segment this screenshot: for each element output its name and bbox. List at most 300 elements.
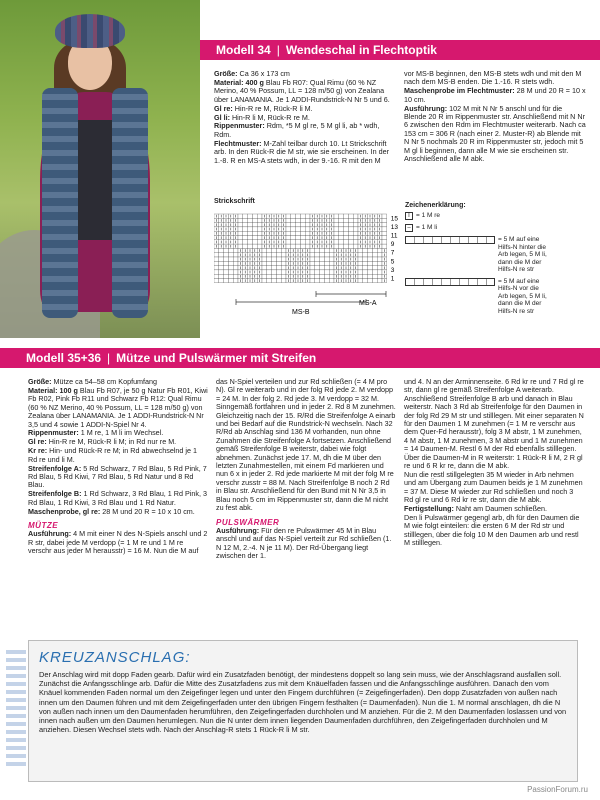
chart-cell bbox=[252, 240, 257, 244]
chart-cell bbox=[324, 274, 329, 278]
chart-cell bbox=[233, 261, 238, 265]
hat-shape bbox=[55, 14, 125, 48]
chart-cell bbox=[262, 253, 267, 257]
chart-cell bbox=[228, 270, 233, 274]
chart-cell bbox=[252, 236, 257, 240]
model-34-title: Modell 34 bbox=[216, 43, 271, 57]
chart-cell bbox=[363, 248, 368, 252]
paragraph-label: Rippenmuster: bbox=[214, 121, 265, 131]
chart-cell bbox=[315, 248, 320, 252]
chart-cell bbox=[286, 214, 291, 218]
chart-cell bbox=[233, 253, 238, 257]
muetze-heading: MÜTZE bbox=[28, 521, 59, 530]
chart-cell bbox=[353, 236, 358, 240]
scarf-left-shape bbox=[42, 88, 78, 318]
paragraph-label: Gl re: bbox=[214, 103, 233, 113]
chart-cell bbox=[252, 214, 257, 218]
chart-cell bbox=[257, 236, 262, 240]
paragraph-label: Maschenprobe, gl re: bbox=[28, 506, 101, 516]
chart-cell bbox=[324, 279, 329, 283]
chart-cell bbox=[262, 270, 267, 274]
chart-cell bbox=[368, 257, 373, 261]
chart-cell bbox=[224, 261, 229, 265]
chart-cell bbox=[291, 240, 296, 244]
chart-cell bbox=[300, 240, 305, 244]
chart-cell bbox=[296, 214, 301, 218]
chart-cell bbox=[334, 223, 339, 227]
chart-cell bbox=[320, 279, 325, 283]
chart-cell bbox=[377, 279, 382, 283]
chart-cell bbox=[228, 253, 233, 257]
chart-cell bbox=[233, 270, 238, 274]
chart-cell bbox=[219, 270, 224, 274]
chart-cell bbox=[305, 244, 310, 248]
chart-cell bbox=[348, 227, 353, 231]
chart-cell bbox=[334, 214, 339, 218]
chart-cell bbox=[344, 214, 349, 218]
chart-cell bbox=[238, 240, 243, 244]
chart-cell bbox=[262, 279, 267, 283]
chart-cell bbox=[224, 253, 229, 257]
chart-cell bbox=[214, 274, 219, 278]
chart-cell bbox=[315, 274, 320, 278]
chart-cell bbox=[248, 214, 253, 218]
chart-cell bbox=[224, 248, 229, 252]
paragraph-text: Für den re Pulswärmer 45 M in Blau anschl und auf das N-Spiel verteilt zur Rd schließen (1. N 12 M, 2.-4. N je 11 M). Der Rd-Übergang liegt zwischen der 1. bbox=[216, 525, 392, 561]
chart-cell bbox=[296, 227, 301, 231]
chart-cell bbox=[281, 248, 286, 252]
model-34-column-1 bbox=[214, 70, 396, 165]
chart-cell bbox=[305, 218, 310, 222]
chart-cell bbox=[286, 227, 291, 231]
chart-legend bbox=[405, 212, 548, 319]
chart-cell bbox=[286, 240, 291, 244]
paragraph-label: Ausführung: bbox=[28, 529, 72, 539]
chart-cell bbox=[243, 218, 248, 222]
legend-knit bbox=[405, 212, 548, 220]
chart-cell bbox=[382, 223, 387, 227]
chart-cell bbox=[214, 248, 219, 252]
chart-cell bbox=[224, 266, 229, 270]
chart-cell bbox=[348, 244, 353, 248]
chart-cell bbox=[339, 218, 344, 222]
chart-cell bbox=[310, 253, 315, 257]
chart-cell bbox=[257, 244, 262, 248]
chart-cell bbox=[272, 279, 277, 283]
chart-cell bbox=[272, 266, 277, 270]
chart-cell bbox=[334, 244, 339, 248]
chart-cell bbox=[324, 253, 329, 257]
paragraph-text: Hin-R li M, Rück-R re M. bbox=[229, 112, 310, 122]
chart-cell bbox=[228, 257, 233, 261]
chart-cell bbox=[291, 214, 296, 218]
ms-a-label: MS-A bbox=[359, 300, 377, 307]
chart-cell bbox=[382, 218, 387, 222]
chart-cell bbox=[358, 248, 363, 252]
chart-cell bbox=[363, 266, 368, 270]
chart-cell bbox=[344, 218, 349, 222]
row-number: 1 bbox=[390, 275, 395, 283]
chart-cell bbox=[286, 231, 291, 235]
chart-cell bbox=[353, 231, 358, 235]
chart-cell bbox=[252, 227, 257, 231]
chart-cell bbox=[377, 253, 382, 257]
chart-cell bbox=[243, 236, 248, 240]
chart-cell bbox=[243, 214, 248, 218]
paragraph bbox=[28, 490, 208, 507]
legend-cable-back bbox=[405, 236, 548, 274]
header-separator: | bbox=[276, 43, 280, 57]
paragraph bbox=[216, 527, 396, 561]
chart-cell bbox=[372, 266, 377, 270]
chart-cell bbox=[296, 236, 301, 240]
chart-cell bbox=[329, 253, 334, 257]
paragraph bbox=[404, 105, 586, 164]
paragraph bbox=[404, 471, 584, 505]
chart-cell bbox=[315, 261, 320, 265]
chart-cell bbox=[329, 270, 334, 274]
chart-cell bbox=[344, 231, 349, 235]
paragraph bbox=[28, 447, 208, 464]
chart-cell bbox=[281, 253, 286, 257]
chart-cell bbox=[353, 244, 358, 248]
chart-cell bbox=[252, 231, 257, 235]
stitch-decoration bbox=[6, 650, 26, 770]
chart-cell bbox=[248, 244, 253, 248]
chart-cell bbox=[363, 257, 368, 261]
chart-cell bbox=[281, 261, 286, 265]
chart-cell bbox=[238, 231, 243, 235]
chart-cell bbox=[233, 248, 238, 252]
chart-cell bbox=[368, 253, 373, 257]
chart-cell bbox=[315, 279, 320, 283]
chart-cell bbox=[248, 236, 253, 240]
chart-cell bbox=[353, 240, 358, 244]
paragraph-label: Streifenfolge B: bbox=[28, 489, 82, 499]
chart-cell bbox=[219, 257, 224, 261]
footer-watermark: PassionForum.ru bbox=[527, 785, 588, 794]
chart-cell bbox=[238, 236, 243, 240]
chart-cell bbox=[358, 257, 363, 261]
kreuzanschlag-title: KREUZANSCHLAG: bbox=[39, 649, 191, 666]
chart-cell bbox=[228, 248, 233, 252]
paragraph-text: 1 Rd Schwarz, 3 Rd Blau, 1 Rd Pink, 3 Rd Blau, 1 Rd Kiwi, 3 Rd Blau und 1 Rd Natur. bbox=[28, 489, 207, 507]
chart-cell bbox=[382, 214, 387, 218]
chart-cell bbox=[329, 266, 334, 270]
legend-cable-front bbox=[405, 278, 548, 316]
chart-cell bbox=[257, 231, 262, 235]
chart-cell bbox=[344, 223, 349, 227]
chart-cell bbox=[300, 231, 305, 235]
chart-cell bbox=[334, 236, 339, 240]
strickschrift-label: Strickschrift bbox=[214, 198, 255, 205]
chart-cell bbox=[262, 266, 267, 270]
chart-cell bbox=[377, 270, 382, 274]
chart-cell bbox=[296, 240, 301, 244]
chart-cell bbox=[281, 274, 286, 278]
chart-cell bbox=[257, 240, 262, 244]
chart-cell bbox=[219, 248, 224, 252]
chart-cell bbox=[353, 223, 358, 227]
chart-cell bbox=[228, 266, 233, 270]
chart-cell bbox=[214, 253, 219, 257]
chart-cell bbox=[243, 244, 248, 248]
chart-cell bbox=[339, 223, 344, 227]
paragraph-label: Flechtmuster: bbox=[214, 138, 262, 148]
chart-cell bbox=[315, 253, 320, 257]
chart-cell bbox=[276, 261, 281, 265]
paragraph-text: Den li Pulswärmer gegengl arb, dh für den Daumen die M wie folgt einteilen: die ersten 6 M der Rd str und stilllegen, über die folg 10 M den Daumen arb und restl M stilllegen. bbox=[404, 513, 580, 548]
chart-cell bbox=[228, 261, 233, 265]
zeichenerklaerung-label: Zeichenerklärung: bbox=[405, 202, 466, 209]
chart-cell bbox=[324, 257, 329, 261]
chart-cell bbox=[315, 257, 320, 261]
model-35-column-2 bbox=[216, 378, 396, 561]
chart-cell bbox=[363, 279, 368, 283]
chart-cell bbox=[276, 253, 281, 257]
paragraph-text: 4 M mit einer N des N-Spiels anschl und 2 R str, dabei jede M verdopp (= 1 M re und 1 M re verschr aus jeder M herausstr) = 16 M. Nun die M auf bbox=[28, 529, 208, 556]
chart-cell bbox=[344, 244, 349, 248]
chart-cell bbox=[368, 261, 373, 265]
paragraph-text: und 4. N an der Arminnenseite. 6 Rd kr re und 7 Rd gl re str, dann gl re gemäß Streifenfolge A weiterarb. Anschließend Streifenfolge B arb und danach in Blau weiterstr. Nach 3 Rd ab Streifenfolge für den Daumen in der folg Rd 29 M str und stilllegen. Mit einer separaten N für den Daumen 1 M zunehmen (= 1 M re verschr aus dem Quer-Fd herausstr), folg 3 M abstr, 1 M zunehmen, 4 M abstr, 1 M zunehmen, 3 M abstr und 1 M zunehmen = 14 Daumen-M. Restl 6 M der Rd ebenfalls stilllegen. Über die Daumen-M in R weiterstr: 1 Rück-R li M, 2 R gl re und 6 R kr re, dann die M abk. bbox=[404, 377, 584, 471]
paragraph-text: Rdm, *5 M gl re, 5 M gl li, ab * wdh, Rdm. bbox=[214, 121, 380, 139]
model-34-subtitle: Wendeschal in Flechtoptik bbox=[285, 43, 437, 57]
chart-cell bbox=[300, 214, 305, 218]
chart-cell bbox=[248, 240, 253, 244]
paragraph bbox=[28, 508, 208, 516]
paragraph bbox=[28, 387, 208, 429]
paragraph-text: Mütze ca 54–58 cm Kopfumfang bbox=[51, 377, 158, 386]
row-number: 15 bbox=[390, 215, 399, 223]
chart-cell bbox=[248, 231, 253, 235]
chart-cell bbox=[324, 248, 329, 252]
paragraph bbox=[404, 70, 586, 87]
pulswaermer-heading: PULSWÄRMER bbox=[216, 517, 280, 527]
chart-cell bbox=[368, 270, 373, 274]
paragraph-text: 102 M mit N Nr 5 anschl und für die Blende 20 R im Rippenmuster str. Anschließend mit N Nr 6 zwischen den Rdm im Flechtmuster weiterarb. Nach ca 153 cm = 306 R (nach einer 2. Muster-R) ab Blende mit N Nr 5 nochmals 20 R im Rippenmuster str, jedoch mit 5 M gl li beginnen, dann alle M wie sie erscheinen str. Anschließend alle M abk. bbox=[404, 103, 586, 164]
chart-cell bbox=[286, 244, 291, 248]
chart-cell bbox=[382, 227, 387, 231]
chart-cell bbox=[305, 214, 310, 218]
paragraph bbox=[214, 79, 396, 104]
chart-cell bbox=[315, 270, 320, 274]
paragraph-text: 1 M re, 1 M li im Wechsel. bbox=[78, 428, 164, 438]
chart-cell bbox=[267, 266, 272, 270]
chart-cell bbox=[252, 218, 257, 222]
chart-cell bbox=[291, 218, 296, 222]
chart-cell bbox=[267, 274, 272, 278]
paragraph-label: Kr re: bbox=[28, 446, 48, 456]
model-35-subtitle: Mütze und Pulswärmer mit Streifen bbox=[116, 351, 317, 365]
chart-cell bbox=[214, 270, 219, 274]
chart-cell bbox=[339, 231, 344, 235]
chart-cell bbox=[310, 266, 315, 270]
chart-cell bbox=[257, 227, 262, 231]
chart-cell bbox=[310, 257, 315, 261]
kreuzanschlag-text: Der Anschlag wird mit dopp Faden gearb. Dafür wird ein Zusatzfaden benötigt, der mindestens doppelt so lang sein muss, wie der Anschlagsrand ausfallen soll. Zunächst die Anfangsschlinge arb. Dafür die Mitte des Zusatzfadens zus mit dem Knäuelfaden fassen und die Anfangsschlinge ausführen. Danach den vom Knäuel kommenden Faden normal um den Zeigefinger legen und unter den Fingern durchführen (= Zeigefingerfaden). Den dopp Zusatzfaden von außen nach innen um den Daumen führen und mit dem Zeigefingerfaden unter den übrigen Fingern festhalten (= Daumenfaden). Nun die 1. M normal anschlagen, dh die N von außen nach innen um den Daumenfaden herumführen, den Zeigefingerfaden durchholen und M anziehen. Für die 2. M den Daumenfaden loslassen und von innen nach außen um den Daumen herumlegen. Nun die N unter dem innen liegenden Daumenfaden durchführen, den Zeigefingerfaden durchholen und M anziehen. Diesen Wechsel stets wdh. Nach der Anschlag-R stets 1 Rück-R li M str. bbox=[39, 670, 567, 735]
chart-cell bbox=[348, 240, 353, 244]
model-35-column-1 bbox=[28, 378, 208, 556]
paragraph-text: vor MS-B beginnen, den MS-B stets wdh und mit den M nach dem MS-B enden. Die 1.-16. R stets wdh. bbox=[404, 69, 582, 87]
chart-cell bbox=[382, 231, 387, 235]
chart-cell bbox=[305, 236, 310, 240]
chart-cell bbox=[315, 266, 320, 270]
chart-cell bbox=[296, 231, 301, 235]
model-34-header bbox=[200, 40, 600, 60]
model-35-materials bbox=[28, 378, 208, 516]
paragraph bbox=[28, 465, 208, 490]
chart-cell bbox=[305, 231, 310, 235]
chart-cell bbox=[344, 240, 349, 244]
chart-cell bbox=[243, 227, 248, 231]
row-number: 7 bbox=[390, 249, 395, 257]
knit-symbol: I bbox=[405, 212, 413, 220]
chart-cell bbox=[219, 279, 224, 283]
chart-cell bbox=[348, 214, 353, 218]
paragraph-label: Material: 400 g bbox=[214, 77, 264, 87]
chart-cell bbox=[243, 240, 248, 244]
chart-cell bbox=[363, 261, 368, 265]
chart-cell bbox=[358, 279, 363, 283]
chart-cell bbox=[363, 274, 368, 278]
chart-cell bbox=[305, 223, 310, 227]
chart-cell bbox=[267, 279, 272, 283]
chart-cell bbox=[368, 274, 373, 278]
row-number: 13 bbox=[390, 223, 399, 231]
chart-cell bbox=[329, 261, 334, 265]
chart-cell bbox=[358, 274, 363, 278]
chart-cell bbox=[358, 261, 363, 265]
chart-cell bbox=[377, 257, 382, 261]
paragraph bbox=[214, 122, 396, 139]
chart-cell bbox=[372, 270, 377, 274]
chart-cell bbox=[344, 227, 349, 231]
chart-cell bbox=[291, 223, 296, 227]
chart-cell bbox=[324, 266, 329, 270]
paragraph-label: Ausführung: bbox=[216, 525, 260, 535]
chart-cell bbox=[329, 248, 334, 252]
chart-cell bbox=[353, 227, 358, 231]
chart-cell bbox=[257, 214, 262, 218]
scarf-right-shape bbox=[112, 88, 148, 318]
vest-shape bbox=[78, 120, 112, 240]
chart-cell bbox=[382, 240, 387, 244]
paragraph-text: das N-Spiel verteilen und zur Rd schließen (= 4 M pro N). Gl re weiterarb und in der folg Rd jede 2. M verdopp = 24 M. In der folg 2. Rd jede 3. M verdopp = 32 M. Sinngemäß fortfahren und in jeder 2. Rd 8 M zunehmen. Gleichzeitig nach der 15. R/Rd die Streifenfolge A einarb und bei Bedarf auf die Rundstrick-N wechseln. Nach 32 R/Rd ab Anschlag sind 136 M vorhanden, nun ohne Zunahmen die Streifenfolge A fortsetzen. Anschließend gemäß Streifenfolge B weiterstr, dabei wie folgt abnehmen. Zunächst jede 17. M, dh die M über den letzten Zunahmestellen, mit einem Fd markieren und nun 6 x in jeder 2. Rd jede markierte M mit der folg M re verschr zusstr = 88 M. Nach Streifenfolge B noch 2 Rd in Blau str. Anschließend für den Bund mit N Nr 3,5 in Blau noch 5 cm im Rippenmuster str, dann die M nicht zu fest abk. bbox=[216, 377, 396, 513]
chart-cell bbox=[382, 244, 387, 248]
chart-cell bbox=[348, 231, 353, 235]
paragraph-label: Gl li: bbox=[214, 112, 230, 122]
paragraph-text: 5 Rd Schwarz, 7 Rd Blau, 5 Rd Pink, 7 Rd Blau, 5 Rd Kiwi, 7 Rd Blau, 5 Rd Natur und 8 Rd Blau. bbox=[28, 463, 207, 490]
chart-cell bbox=[276, 266, 281, 270]
chart-cell bbox=[276, 274, 281, 278]
chart-cell bbox=[272, 270, 277, 274]
chart-cell bbox=[248, 218, 253, 222]
chart-cell bbox=[281, 266, 286, 270]
row-number: 5 bbox=[390, 258, 395, 266]
chart-cell bbox=[339, 236, 344, 240]
paragraph-text: 28 M und 20 R = 10 x 10 cm. bbox=[100, 506, 195, 516]
muetze-text bbox=[28, 530, 208, 555]
chart-cell bbox=[310, 274, 315, 278]
chart-cell bbox=[377, 248, 382, 252]
chart-cell bbox=[219, 261, 224, 265]
paragraph-label: Ausführung: bbox=[404, 103, 448, 113]
chart-cell bbox=[267, 257, 272, 261]
chart-cell bbox=[233, 274, 238, 278]
chart-cell bbox=[320, 253, 325, 257]
chart-cell bbox=[238, 223, 243, 227]
chart-cell bbox=[339, 214, 344, 218]
kreuzanschlag-box bbox=[28, 640, 578, 782]
paragraph-label: Material: 100 g bbox=[28, 385, 78, 395]
row-number: 3 bbox=[390, 266, 395, 274]
chart-cell bbox=[243, 231, 248, 235]
chart-cell bbox=[214, 257, 219, 261]
chart-cell bbox=[320, 261, 325, 265]
chart-cell bbox=[291, 244, 296, 248]
chart-cell bbox=[358, 253, 363, 257]
paragraph-text: Blau Fb R07: Qual Rimu (60 % NZ Merino, 40 % Possum, LL = 128 m/50 g) von Zealana über LANAMANIA. Je 1 ADDI-Rundstrick-N Nr 5 und 6. bbox=[214, 77, 390, 104]
paragraph-label: Streifenfolge A: bbox=[28, 463, 82, 473]
pulswaermer-text bbox=[216, 527, 396, 561]
chart-cell bbox=[300, 227, 305, 231]
legend-cable-back-text: = 5 M auf eine Hilfs-N hinter die Arb legen, 5 M li, dann die M der Hilfs-N re str bbox=[498, 236, 547, 273]
row-number: 11 bbox=[390, 232, 398, 240]
paragraph-label: Gl re: bbox=[28, 437, 47, 447]
chart-cell bbox=[276, 270, 281, 274]
chart-cell bbox=[334, 240, 339, 244]
chart-cell bbox=[296, 218, 301, 222]
chart-cell bbox=[262, 274, 267, 278]
model-photo bbox=[0, 0, 200, 338]
chart-cell bbox=[363, 270, 368, 274]
chart-cell bbox=[262, 261, 267, 265]
chart-cell bbox=[300, 218, 305, 222]
chart-cell bbox=[372, 274, 377, 278]
chart-cell bbox=[372, 253, 377, 257]
paragraph-label: Fertigstellung: bbox=[404, 504, 454, 514]
paragraph-text: M-Zahl teilbar durch 10. Lt Strickschrift arb. In den Rück-R die M str, wie sie erscheinen. In der 1.-8. R en MS-A stets wdh, in der 9.-16. R mit den M bbox=[214, 138, 389, 165]
chart-cell bbox=[339, 227, 344, 231]
chart-cell bbox=[272, 274, 277, 278]
paragraph bbox=[404, 514, 584, 548]
ms-b-label: MS-B bbox=[292, 309, 310, 316]
chart-cell bbox=[281, 279, 286, 283]
chart-cell bbox=[300, 244, 305, 248]
paragraph-label: Größe: bbox=[214, 69, 238, 78]
chart-cell bbox=[324, 270, 329, 274]
header-separator: | bbox=[107, 351, 111, 365]
model-35-header bbox=[0, 348, 600, 368]
chart-cell bbox=[257, 223, 262, 227]
model-35-title: Modell 35+36 bbox=[26, 351, 102, 365]
chart-cell bbox=[252, 244, 257, 248]
chart-cell bbox=[286, 223, 291, 227]
chart-cell bbox=[276, 248, 281, 252]
chart-cell bbox=[358, 266, 363, 270]
chart-cell bbox=[320, 257, 325, 261]
chart-cell bbox=[320, 274, 325, 278]
paragraph-text: Naht am Daumen schließen. bbox=[453, 504, 548, 514]
chart-cell bbox=[310, 248, 315, 252]
chart-cell bbox=[344, 236, 349, 240]
chart-cell bbox=[372, 261, 377, 265]
chart-cell bbox=[228, 279, 233, 283]
paragraph-text: Hin-R re M, Rück-R li M; in Rd nur re M. bbox=[46, 437, 177, 447]
chart-cell bbox=[300, 236, 305, 240]
chart-cell bbox=[267, 253, 272, 257]
chart-cell bbox=[272, 261, 277, 265]
